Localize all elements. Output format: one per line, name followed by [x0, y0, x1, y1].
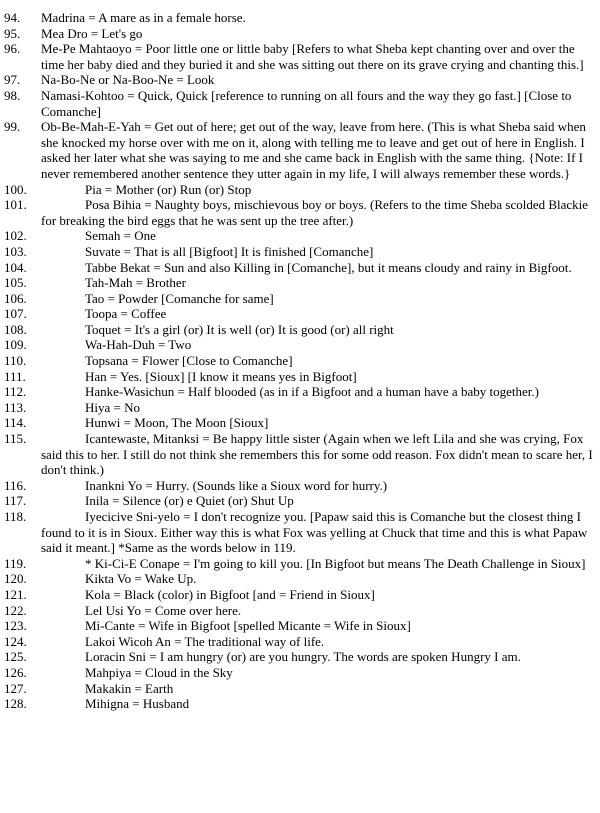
list-item	[0, 10, 600, 26]
list-item	[0, 197, 600, 228]
list-item	[0, 41, 600, 72]
item-text: Ob-Be-Mah-E-Yah = Get out of here; get out of the way, leave from here. (This is what Sheba said when she knocked my horse over with me on it, along with telling me to leave and get out of here in English. I asked her later what she was saying to me and she came back in English with the same thing. {Note: If I never remembered another sentence they utter again in my life, I will always remember these words.}	[41, 119, 586, 181]
item-text: Kikta Vo = Wake Up.	[85, 571, 197, 587]
item-text: Inila = Silence (or) e Quiet (or) Shut Up	[85, 493, 294, 509]
item-number: 101.	[4, 197, 27, 213]
item-number: 97.	[4, 72, 21, 88]
list-item	[0, 509, 600, 556]
item-text: Na-Bo-Ne or Na-Boo-Ne = Look	[41, 72, 215, 88]
item-number: 94.	[4, 10, 21, 25]
list-item	[0, 493, 600, 509]
item-text: Han = Yes. [Sioux] [I know it means yes in Bigfoot]	[85, 368, 357, 384]
list-item	[0, 400, 600, 416]
item-text: Inankni Yo = Hurry. (Sounds like a Sioux word for hurry.)	[85, 477, 388, 493]
item-text: Hiya = No	[85, 399, 140, 415]
list-item	[0, 119, 600, 181]
item-number: 117.	[4, 493, 27, 509]
list-item	[0, 182, 600, 198]
list-item	[0, 618, 600, 634]
list-item	[0, 275, 600, 291]
list-item	[0, 291, 600, 307]
item-text: Mihigna = Husband	[85, 696, 190, 712]
item-number: 120.	[4, 571, 27, 587]
item-text: Makakin = Earth	[85, 680, 174, 696]
list-item	[0, 228, 600, 244]
item-text: Me-Pe Mahtaoyo = Poor little one or little baby [Refers to what Sheba kept chanting over and over the time her baby died and they buried it and she was sitting out there on its grave crying and chanting this.]	[41, 41, 584, 72]
item-text: Tao = Powder [Comanche for same]	[85, 290, 274, 306]
item-number: 111.	[4, 368, 26, 384]
item-text: Mahpiya = Cloud in the Sky	[85, 664, 233, 680]
document-page	[0, 10, 600, 712]
list-item	[0, 369, 600, 385]
list-item	[0, 72, 600, 88]
list-item	[0, 681, 600, 697]
item-number: 109.	[4, 337, 27, 353]
list-item	[0, 353, 600, 369]
item-number: 113.	[4, 399, 27, 415]
list-item	[0, 26, 600, 42]
item-text: Posa Bihia = Naughty boys, mischievous boy or boys. (Refers to the time Sheba scolded Blackie for breaking the bird eggs that he was sent up the tree after.)	[41, 197, 589, 228]
item-number: 108.	[4, 321, 27, 337]
item-text: Lel Usi Yo = Come over here.	[85, 602, 242, 618]
item-text: Lakoi Wicoh An = The traditional way of life.	[85, 633, 325, 649]
list-item	[0, 665, 600, 681]
item-number: 128.	[4, 696, 27, 712]
item-text: Madrina = A mare as in a female horse.	[41, 10, 246, 25]
item-number: 122.	[4, 602, 27, 618]
item-number: 106.	[4, 290, 27, 306]
list-item	[0, 587, 600, 603]
item-number: 110.	[4, 353, 27, 369]
item-text: Pia = Mother (or) Run (or) Stop	[85, 181, 252, 197]
item-number: 126.	[4, 664, 27, 680]
item-text: Mi-Cante = Wife in Bigfoot [spelled Micante = Wife in Sioux]	[85, 618, 411, 634]
list-item	[0, 431, 600, 478]
item-number: 96.	[4, 41, 21, 57]
item-number: 124.	[4, 633, 27, 649]
item-number: 119.	[4, 555, 27, 571]
list-item	[0, 260, 600, 276]
list-item	[0, 603, 600, 619]
item-text: Icantewaste, Mitanksi = Be happy little sister (Again when we left Lila and she was crying, Fox said this to her. I still do not think she remembers this for some odd reason. Fox didn't mean to scare her, I don't think.)	[41, 431, 593, 478]
item-text: Tah-Mah = Brother	[85, 275, 187, 291]
item-number: 100.	[4, 181, 27, 197]
item-text: Loracin Sni = I am hungry (or) are you hungry. The words are spoken Hungry I am.	[85, 649, 521, 665]
item-text: Hunwi = Moon, The Moon [Sioux]	[85, 415, 269, 431]
list-item	[0, 634, 600, 650]
item-number: 98.	[4, 87, 21, 103]
item-text: Suvate = That is all [Bigfoot] It is finished [Comanche]	[85, 243, 374, 259]
list-item	[0, 322, 600, 338]
item-number: 114.	[4, 415, 27, 431]
item-number: 102.	[4, 228, 27, 244]
item-text: Hanke-Wasichun = Half blooded (as in if a Bigfoot and a human have a baby together.)	[85, 384, 539, 400]
item-text: Toopa = Coffee	[85, 306, 167, 322]
item-number: 116.	[4, 477, 27, 493]
item-text: Semah = One	[85, 228, 156, 244]
item-text: Namasi-Kohtoo = Quick, Quick [reference to running on all fours and the way they go fast.] [Close to Comanche]	[41, 87, 572, 119]
item-text: Kola = Black (color) in Bigfoot [and = Friend in Sioux]	[85, 586, 375, 602]
list-item	[0, 556, 600, 572]
item-text: Iyecicive Sni-yelo = I don't recognize you. [Papaw said this is Comanche but the closest thing I found to it is in Sioux. Either way this is what Fox was yelling at Chuck that time and this is what Papaw said it meant.] *Same as the words below in 119.	[41, 509, 588, 556]
item-number: 127.	[4, 680, 27, 696]
item-number: 125.	[4, 649, 27, 665]
item-number: 107.	[4, 306, 27, 322]
item-number: 112.	[4, 384, 27, 400]
list-item	[0, 384, 600, 400]
list-item	[0, 306, 600, 322]
item-number: 95.	[4, 25, 21, 41]
item-text: Tabbe Bekat = Sun and also Killing in [Comanche], but it means cloudy and rainy in Bigfoot.	[85, 259, 572, 275]
item-number: 99.	[4, 119, 21, 135]
list-item	[0, 478, 600, 494]
item-text: Toquet = It's a girl (or) It is well (or) It is good (or) all right	[85, 321, 394, 337]
item-number: 103.	[4, 243, 27, 259]
item-text: Mea Dro = Let's go	[41, 25, 143, 41]
item-number: 121.	[4, 586, 27, 602]
list-item	[0, 696, 600, 712]
item-text: Wa-Hah-Duh = Two	[85, 337, 192, 353]
item-number: 115.	[4, 431, 27, 447]
list-item	[0, 337, 600, 353]
item-number: 123.	[4, 618, 27, 634]
item-number: 104.	[4, 259, 27, 275]
list-item	[0, 415, 600, 431]
item-number: 118.	[4, 509, 27, 524]
list-item	[0, 649, 600, 665]
item-text: Topsana = Flower [Close to Comanche]	[85, 353, 293, 369]
item-text: * Ki-Ci-E Conape = I'm going to kill you. [In Bigfoot but means The Death Challenge in Sioux]	[85, 555, 586, 571]
list-item	[0, 244, 600, 260]
list-item	[0, 571, 600, 587]
list-item	[0, 88, 600, 119]
item-number: 105.	[4, 275, 27, 291]
